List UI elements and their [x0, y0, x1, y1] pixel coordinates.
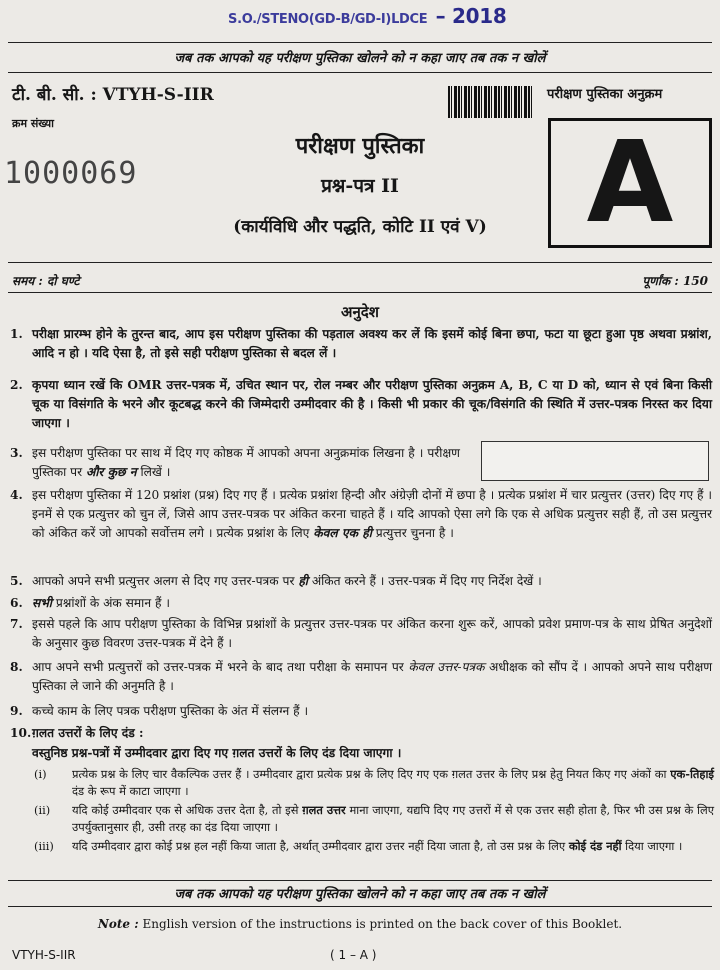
exam-duration: समय : दो घण्टे [12, 274, 80, 288]
penalty-text [72, 802, 714, 837]
emphasis: और कुछ न [85, 464, 137, 479]
note-text: English version of the instructions is printed on the back cover of this Booklet. [142, 917, 623, 931]
penalty-text [72, 838, 714, 855]
serial-number: 1000069 [4, 156, 138, 191]
text-part: प्रश्नांशों के अंक समान हैं । [55, 596, 170, 610]
penalty-number: (iii) [34, 839, 54, 853]
top-warning-banner: जब तक आपको यह परीक्षण पुस्तिका खोलने को न कहा जाए तब तक न खोलें [174, 51, 546, 66]
stamp-code: S.O./STENO(GD-B/GD-I)LDCE [228, 12, 428, 27]
subject-title: (कार्यविधि और पद्धति, कोटि II एवं V) [233, 217, 487, 237]
instruction-number: 6. [10, 596, 23, 610]
max-marks: पूर्णांक : 150 [642, 274, 708, 288]
text-part: यदि कोई उम्मीदवार एक से अधिक उत्तर देता है, तो इसे [72, 803, 299, 817]
booklet-title: परीक्षण पुस्तिका [295, 133, 425, 159]
stamp-year: – 2018 [435, 4, 507, 28]
instruction-text: इससे पहले कि आप परीक्षण पुस्तिका के विभिन्न प्रश्नांशों के प्रत्युत्तर उत्तर-पत्रक पर अंकित करना शुरू करें, आपको प्रवेश प्रमाण-पत्र के साथ प्रेषित अनुदेशों के अनुसार कुछ विवरण उत्तर-पत्रक में देने हैं । [32, 617, 712, 650]
instruction-item [10, 486, 712, 542]
text-part: प्रत्येक प्रश्न के लिए चार वैकल्पिक उत्तर हैं । उम्मीदवार द्वारा प्रत्येक प्रश्न के लिए दिए गए एक ग़लत उत्तर के लिए प्रश्न हेतु नियत किए गए अंकों का [72, 767, 667, 781]
emphasis: एक-तिहाई [670, 767, 715, 781]
footer-page: ( 1 – A ) [330, 948, 377, 962]
penalty-heading: ग़लत उत्तरों के लिए दंड : [32, 726, 144, 740]
booklet-series-label: परीक्षण पुस्तिका अनुक्रम [547, 87, 663, 102]
emphasis: केवल उत्तर-पत्रक [408, 660, 485, 674]
exam-stamp [228, 4, 506, 28]
penalty-item [30, 802, 714, 837]
penalty-item [30, 838, 714, 855]
footer-code: VTYH-S-IIR [12, 948, 76, 962]
instruction-text [32, 594, 712, 613]
instruction-text [32, 572, 712, 591]
text-part: माना जाएगा, यद्यपि दिए गए उत्तरों में से एक उत्तर सही होता है, फिर भी उस प्रश्न के लिए उपर्युक्तानुसार ही, उसी तरह का दंड दिया जाएगा । [72, 803, 715, 835]
instruction-item [10, 724, 712, 743]
instruction-item [10, 615, 712, 653]
penalty-text [72, 766, 714, 801]
text-part: दिया जाएगा । [625, 839, 683, 853]
instruction-item [10, 325, 712, 363]
serial-label: क्रम संख्या [12, 117, 54, 130]
instruction-number: 5. [10, 574, 23, 588]
text-part: दंड के रूप में काटा जाएगा । [72, 784, 189, 799]
text-part: इस परीक्षण पुस्तिका पर साथ में दिए गए कोष्ठक में आपको अपना अनुक्रमांक लिखना है । परीक्षण पुस्तिका पर [32, 446, 460, 479]
emphasis: केवल एक ही [313, 525, 372, 540]
penalty-subheading: वस्तुनिष्ठ प्रश्न-पत्रों में उम्मीदवार द्वारा दिए गए ग़लत उत्तरों के लिए दंड दिया जाएगा । [32, 746, 402, 760]
text-part: इस परीक्षण पुस्तिका में 120 प्रश्नांश (प्रश्न) दिए गए हैं । प्रत्येक प्रश्नांश हिन्दी और अंग्रेज़ी दोनों में छपा है । प्रत्येक प्रश्नांश में चार प्रत्युत्तर (उत्तर) दिए गए हैं । इनमें से एक प्रत्युत्तर को चुन लें, जिसे आप उत्तर-पत्रक पर अंकित करना चाहते हैं । यदि आपको ऐसा लगे कि एक से अधिक प्रत्युत्तर सही हैं, तो उस प्रत्युत्तर को अंकित करें जो आपको सर्वोत्तम लगे । प्रत्येक प्रश्नांश के लिए [32, 488, 712, 540]
divider [8, 72, 712, 73]
instruction-item [10, 594, 712, 613]
instruction-number: 7. [10, 617, 23, 631]
text-part: आपको अपने सभी प्रत्युत्तर अलग से दिए गए उत्तर-पत्रक पर [32, 574, 295, 588]
emphasis: सभी [32, 596, 52, 610]
instruction-text [32, 658, 712, 696]
divider [8, 906, 712, 907]
paper-title: प्रश्न-पत्र II [321, 175, 399, 197]
emphasis: कोई दंड नहीं [568, 839, 622, 853]
text-part: लिखें । [140, 464, 171, 479]
divider [8, 262, 712, 263]
instruction-text: परीक्षा प्रारम्भ होने के तुरन्त बाद, आप इस परीक्षण पुस्तिका की पड़ताल अवश्य कर लें कि इसमें कोई बिना छपा, फटा या छूटा हुआ पृष्ठ अथवा प्रश्नांश, आदि न हो । यदि ऐसा है, तो इसे सही परीक्षण पुस्तिका से बदल लें । [32, 327, 712, 360]
english-note [0, 917, 720, 931]
instruction-item [10, 444, 460, 482]
instruction-text [32, 486, 712, 542]
instruction-item [10, 376, 712, 432]
text-part: प्रत्युत्तर चुनना है । [375, 525, 454, 540]
divider [8, 292, 712, 293]
tbc-code: टी. बी. सी. : VTYH-S-IIR [12, 85, 214, 105]
note-label: Note : [97, 917, 139, 931]
text-part: यदि उम्मीदवार द्वारा कोई प्रश्न हल नहीं किया जाता है, अर्थात् उम्मीदवार द्वारा उत्तर नहीं दिया जाता है, तो उस प्रश्न के लिए [72, 839, 566, 853]
instruction-number: 10. [10, 726, 32, 740]
divider [8, 42, 712, 43]
instruction-number: 9. [10, 704, 23, 718]
instruction-number: 1. [10, 327, 23, 341]
instruction-number: 8. [10, 660, 23, 674]
penalty-number: (i) [34, 767, 47, 781]
emphasis: ग़लत उत्तर [302, 803, 346, 817]
instruction-text [32, 444, 460, 482]
instruction-item [10, 702, 712, 721]
text-part: अंकित करने हैं । उत्तर-पत्रक में दिए गए निर्देश देखें । [311, 574, 542, 588]
roll-number-box[interactable] [481, 441, 709, 481]
text-part: अधीक्षक को सौंप दें । आपको अपने साथ परीक्षण पुस्तिका ले जाने की अनुमति है । [32, 660, 713, 693]
instruction-text: कृपया ध्यान रखें कि OMR उत्तर-पत्रक में, उचित स्थान पर, रोल नम्बर और परीक्षण पुस्तिका अनुक्रम A, B, C या D को, ध्यान से एवं बिना किसी चूक या विसंगति के भरने और कूटबद्ध करने की जिम्मेदारी उम्मीदवार की है । किसी भी प्रकार की चूक/विसंगति की स्थिति में उत्तर-पत्रक निरस्त कर दिया जाएगा । [32, 378, 712, 430]
instruction-number: 3. [10, 446, 23, 460]
instruction-item [10, 572, 712, 591]
instruction-number: 2. [10, 378, 23, 392]
text-part: आप अपने सभी प्रत्युत्तरों को उत्तर-पत्रक में भरने के बाद तथा परीक्षा के समापन पर [32, 660, 404, 674]
bottom-warning-banner: जब तक आपको यह परीक्षण पुस्तिका खोलने को न कहा जाए तब तक न खोलें [174, 887, 546, 902]
series-letter: A [586, 118, 674, 248]
series-box [548, 118, 712, 248]
instructions-title: अनुदेश [341, 303, 379, 321]
instruction-number: 4. [10, 488, 23, 502]
instruction-text: कच्चे काम के लिए पत्रक परीक्षण पुस्तिका के अंत में संलग्न हैं । [32, 704, 309, 718]
divider [8, 880, 712, 881]
instruction-item [10, 658, 712, 696]
barcode-icon [448, 86, 532, 118]
penalty-item [30, 766, 714, 801]
penalty-number: (ii) [34, 803, 51, 817]
emphasis: ही [298, 574, 308, 588]
penalty-subheading-row [10, 744, 712, 763]
